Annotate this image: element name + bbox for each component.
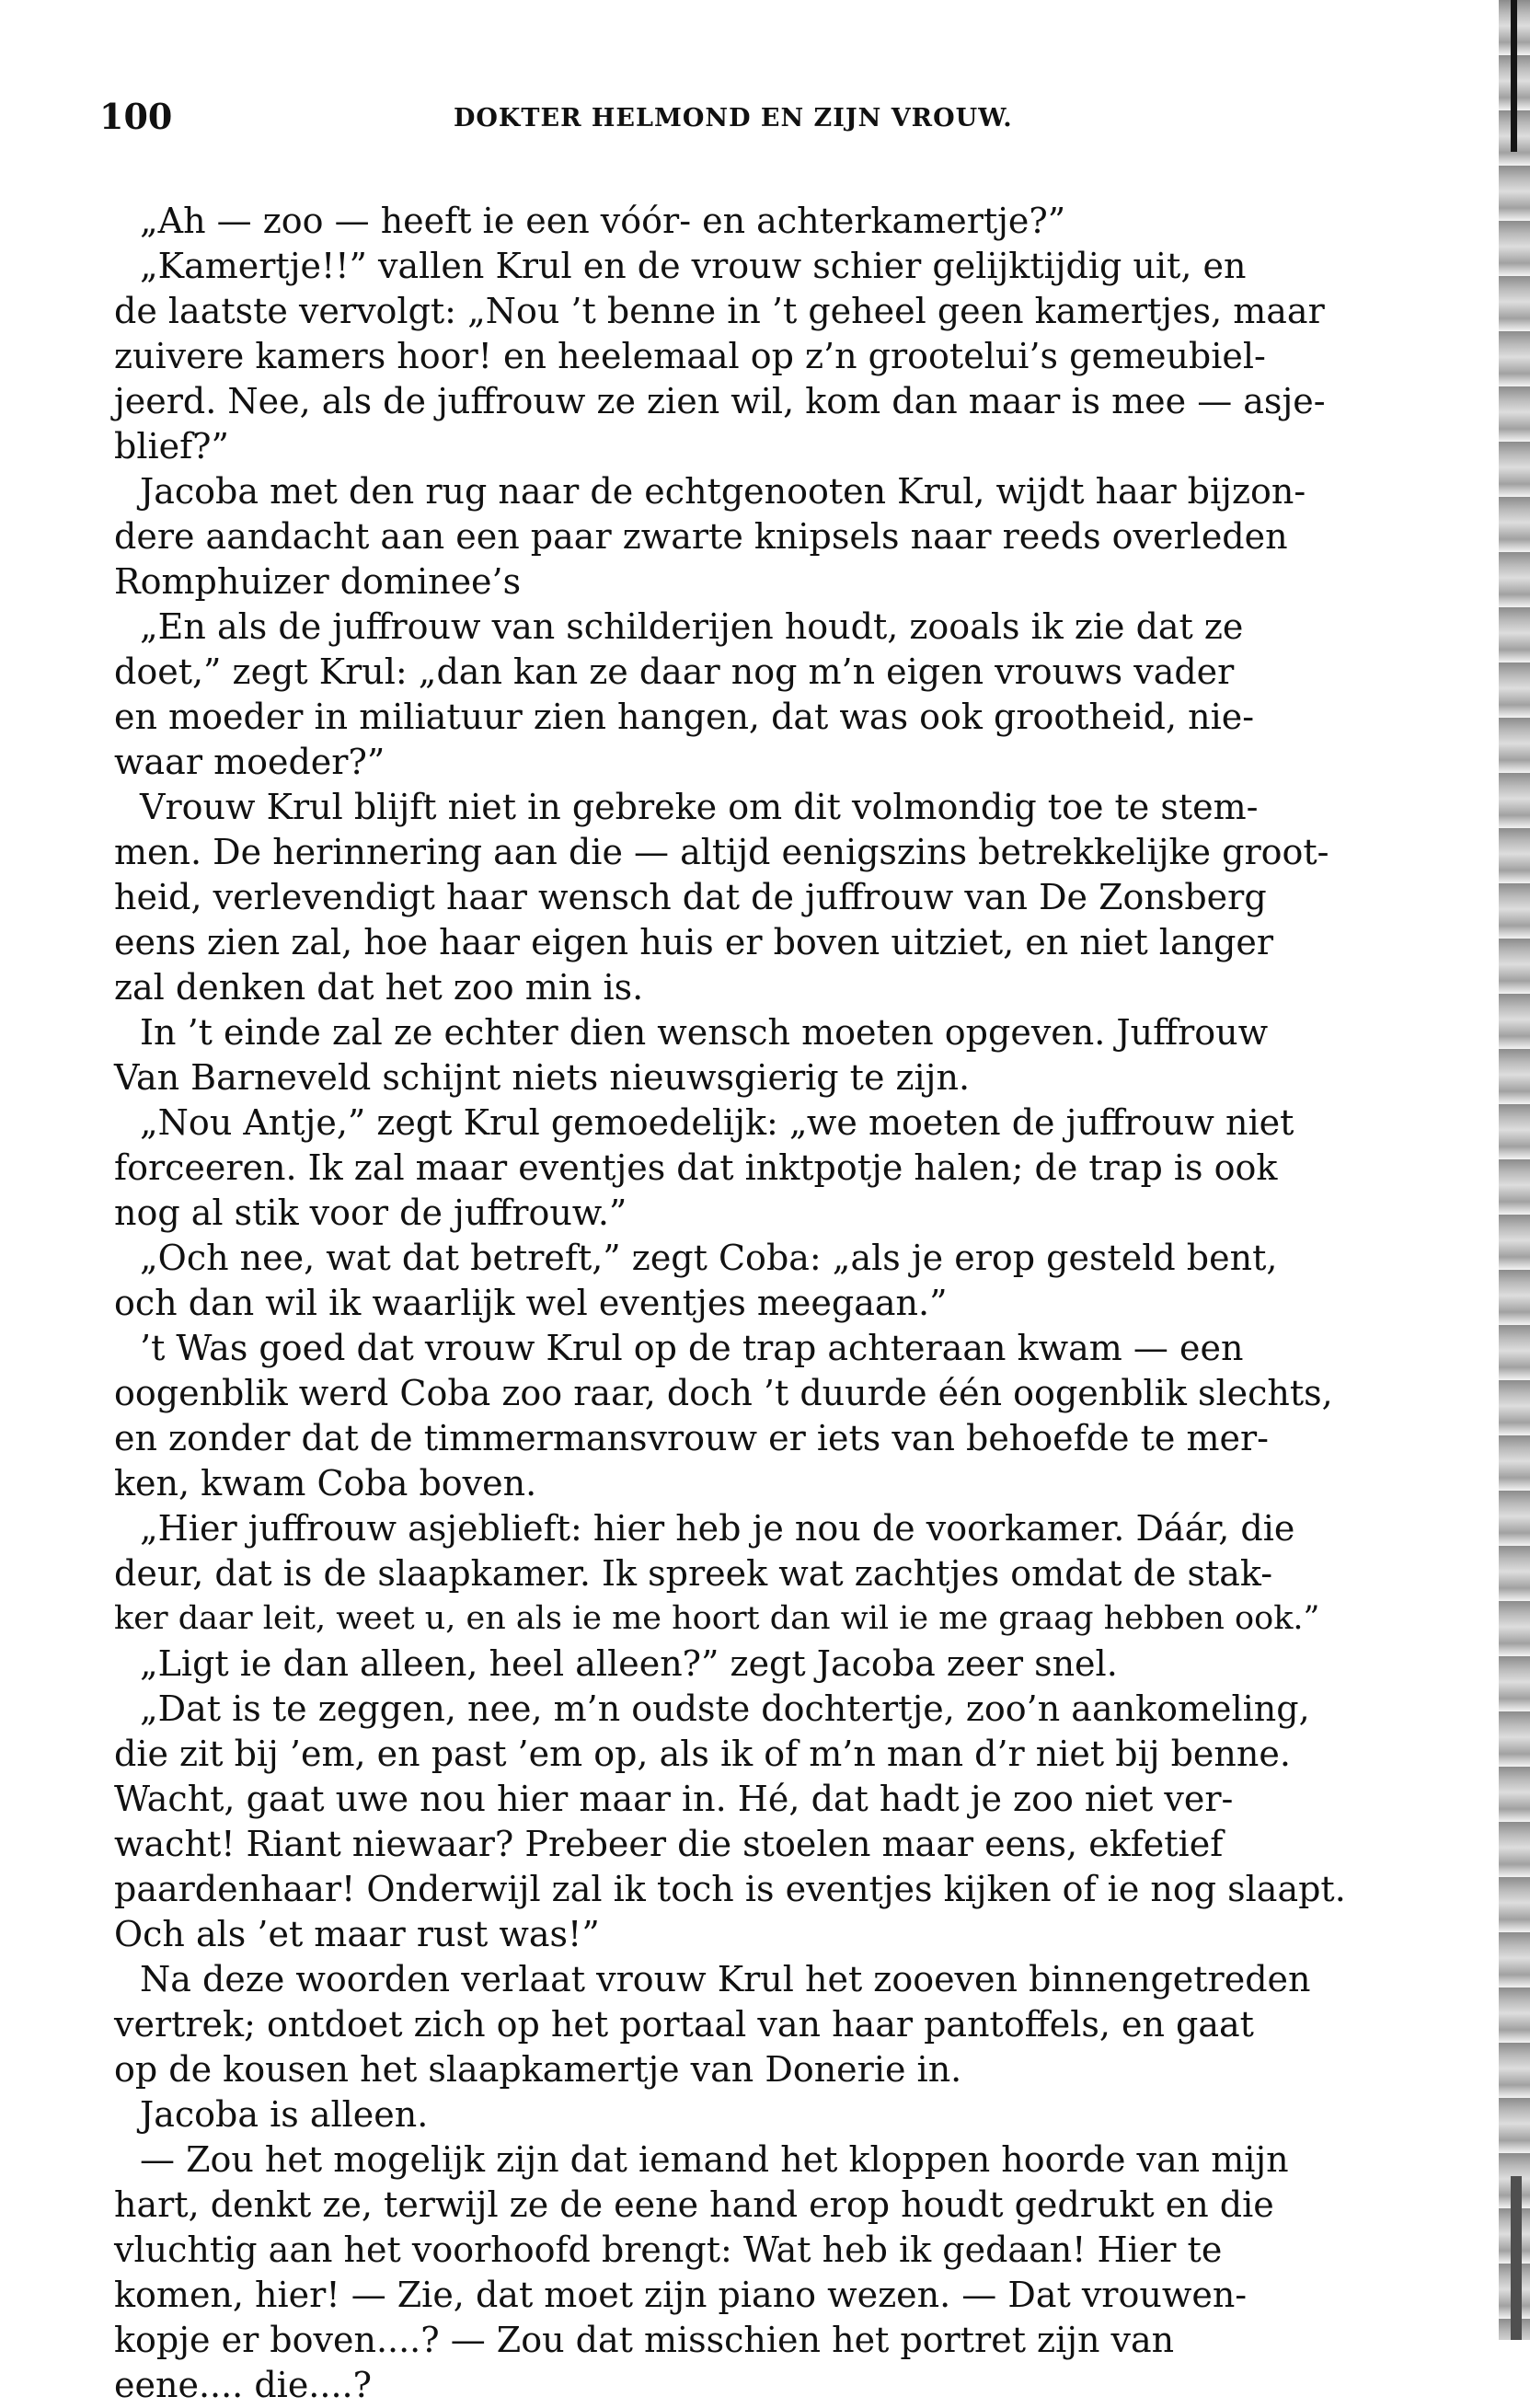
text-line: ’t Was goed dat vrouw Krul op de trap achteraan kwam — een <box>140 1328 1244 1368</box>
text-line: deur, dat is de slaapkamer. Ik spreek wat zachtjes omdat de stak- <box>114 1553 1273 1594</box>
page-number: 100 <box>99 96 173 137</box>
text-line: blief?” <box>114 426 229 467</box>
text-line: Jacoba is alleen. <box>140 2094 429 2135</box>
text-line: eene.... die....? <box>114 2365 372 2405</box>
text-line: „Kamertje!!” vallen Krul en de vrouw schier gelijktijdig uit, en <box>140 246 1247 286</box>
text-line: eens zien zal, hoe haar eigen huis er boven uitziet, en niet langer <box>114 922 1274 962</box>
text-line: — Zou het mogelijk zijn dat iemand het kloppen hoorde van mijn <box>140 2139 1289 2180</box>
text-line: nog al stik voor de juffrouw.” <box>114 1192 627 1233</box>
text-line: forceeren. Ik zal maar eventjes dat inktpotje halen; de trap is ook <box>114 1147 1278 1188</box>
text-line: ken, kwam Coba boven. <box>114 1463 537 1504</box>
text-line: „Ah — zoo — heeft ie een vóór- en achterkamertje?” <box>140 201 1066 241</box>
text-line: doet,” zegt Krul: „dan kan ze daar nog m’n eigen vrouws vader <box>114 651 1235 692</box>
text-line: waar moeder?” <box>114 742 385 782</box>
text-line: wacht! Riant niewaar? Prebeer die stoelen maar eens, ekfetief <box>114 1824 1224 1864</box>
text-line: Vrouw Krul blijft niet in gebreke om dit volmondig toe te stem- <box>140 787 1259 827</box>
text-line: men. De herinnering aan die — altijd eenigszins betrekkelijke groot- <box>114 832 1329 872</box>
page-header <box>99 94 1479 140</box>
text-line: ker daar leit, weet u, en als ie me hoort dan wil ie me graag hebben ook.” <box>114 1600 1320 1637</box>
text-line: In ’t einde zal ze echter dien wensch moeten opgeven. Juffrouw <box>140 1012 1269 1053</box>
text-line: Jacoba met den rug naar de echtgenooten Krul, wijdt haar bijzon- <box>140 471 1306 512</box>
text-line: Wacht, gaat uwe nou hier maar in. Hé, dat hadt je zoo niet ver- <box>114 1779 1234 1819</box>
text-line: heid, verlevendigt haar wensch dat de juffrouw van De Zonsberg <box>114 877 1267 917</box>
text-line: die zit bij ’em, en past ’em op, als ik of m’n man d’r niet bij benne. <box>114 1734 1291 1774</box>
body-text <box>114 199 1432 2408</box>
text-line: en zonder dat de timmermansvrouw er iets van behoefde te mer- <box>114 1418 1269 1458</box>
text-line: „Dat is te zeggen, nee, m’n oudste dochtertje, zoo’n aankomeling, <box>140 1688 1310 1729</box>
text-line: och dan wil ik waarlijk wel eventjes meegaan.” <box>114 1283 948 1323</box>
binding-edge-mark <box>1511 2176 1522 2340</box>
text-line: „Och nee, wat dat betreft,” zegt Coba: „als je erop gesteld bent, <box>140 1238 1278 1278</box>
text-line: en moeder in miliatuur zien hangen, dat was ook grootheid, nie- <box>114 697 1255 737</box>
text-line: vertrek; ontdoet zich op het portaal van haar pantoffels, en gaat <box>114 2004 1254 2045</box>
text-line: Na deze woorden verlaat vrouw Krul het zooeven binnengetreden <box>140 1959 1311 1999</box>
page-edge-shadow <box>1499 0 1530 2340</box>
text-line: dere aandacht aan een paar zwarte knipsels naar reeds overleden <box>114 516 1288 557</box>
text-line: paardenhaar! Onderwijl zal ik toch is eventjes kijken of ie nog slaapt. <box>114 1869 1346 1909</box>
text-line: jeerd. Nee, als de juffrouw ze zien wil, kom dan maar is mee — asje- <box>114 381 1326 421</box>
text-line: vluchtig aan het voorhoofd brengt: Wat heb ik gedaan! Hier te <box>114 2229 1223 2270</box>
text-line: „Hier juffrouw asjeblieft: hier heb je nou de voorkamer. Dáár, die <box>140 1508 1295 1549</box>
binding-edge-mark <box>1511 0 1517 152</box>
text-line: zuivere kamers hoor! en heelemaal op z’n grootelui’s gemeubiel- <box>114 336 1266 376</box>
text-line: op de kousen het slaapkamertje van Donerie in. <box>114 2049 962 2090</box>
text-line: „Nou Antje,” zegt Krul gemoedelijk: „we moeten de juffrouw niet <box>140 1102 1294 1143</box>
text-line: Van Barneveld schijnt niets nieuwsgierig te zijn. <box>114 1057 971 1098</box>
running-head: DOKTER HELMOND EN ZIJN VROUW. <box>454 104 1013 132</box>
text-line: Romphuizer dominee’s <box>114 561 522 602</box>
text-line: zal denken dat het zoo min is. <box>114 967 644 1008</box>
text-line: komen, hier! — Zie, dat moet zijn piano wezen. — Dat vrouwen- <box>114 2275 1248 2315</box>
text-line: hart, denkt ze, terwijl ze de eene hand erop houdt gedrukt en die <box>114 2184 1274 2225</box>
text-line: Och als ’et maar rust was!” <box>114 1914 600 1954</box>
text-line: kopje er boven....? — Zou dat misschien het portret zijn van <box>114 2320 1175 2360</box>
text-line: „En als de juffrouw van schilderijen houdt, zooals ik zie dat ze <box>140 606 1244 647</box>
text-line: oogenblik werd Coba zoo raar, doch ’t duurde één oogenblik slechts, <box>114 1373 1333 1413</box>
text-line: „Ligt ie dan alleen, heel alleen?” zegt Jacoba zeer snel. <box>140 1643 1118 1684</box>
text-line: de laatste vervolgt: „Nou ’t benne in ’t geheel geen kamertjes, maar <box>114 291 1325 331</box>
